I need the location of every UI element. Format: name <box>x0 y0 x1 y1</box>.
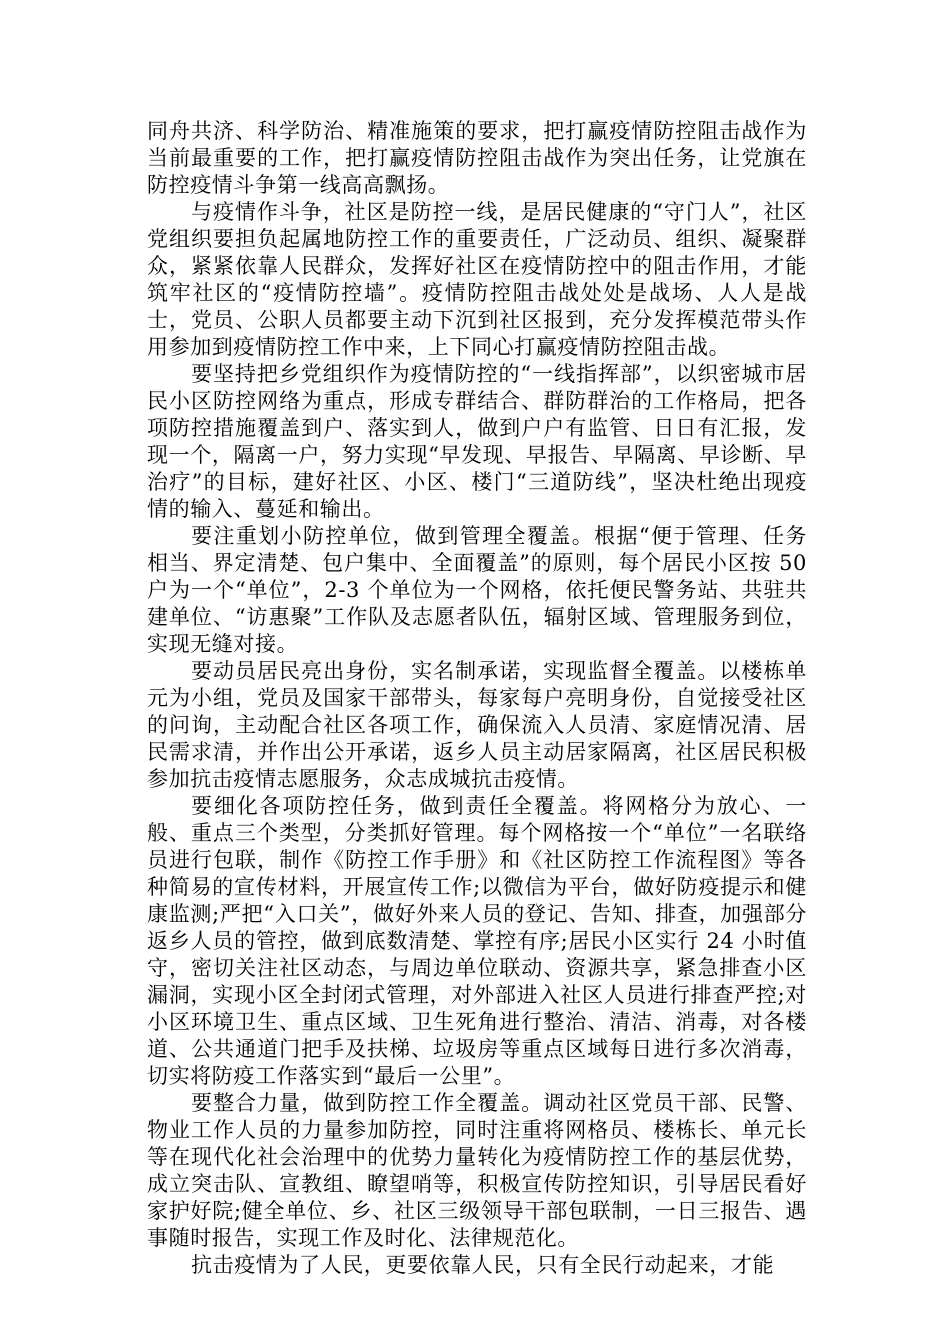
document-body <box>147 118 807 1279</box>
paragraph-responsibility-coverage: 要细化各项防控任务，做到责任全覆盖。将网格分为放心、一般、重点三个类型，分类抓好管理。每个网格按一个“单位”一名联络员进行包联，制作《防控工作手册》和《社区防控工作流程图》等各种简易的宣传材料，开展宣传工作;以微信为平台，做好防疫提示和健康监测;严把“入口关”，做好外来人员的登记、告知、排查，加强部分返乡人员的管控，做到底数清楚、掌控有序;居民小区实行 24 小时值守，密切关注社区动态，与周边单位联动、资源共享，紧急排查小区漏洞，实现小区全封闭式管理，对外部进入社区人员进行排查严控;对小区环境卫生、重点区域、卫生死角进行整治、清洁、消毒，对各楼道、公共通道门把手及扶梯、垃圾房等重点区域每日进行多次消毒，切实将防疫工作落实到“最后一公里”。 <box>147 794 807 1088</box>
paragraph-continuation: 同舟共济、科学防治、精准施策的要求，把打赢疫情防控阻击战作为当前最重要的工作，把打赢疫情防控阻击战作为突出任务，让党旗在防控疫情斗争第一线高高飘扬。 <box>147 119 807 197</box>
paragraph-rely-on-people: 抗击疫情为了人民，更要依靠人民，只有全民行动起来，才能 <box>191 1253 775 1277</box>
paragraph-supervision-coverage: 要动员居民亮出身份，实名制承诺，实现监督全覆盖。以楼栋单元为小组，党员及国家干部带头，每家每户亮明身份，自觉接受社区的问询，主动配合社区各项工作，确保流入人员清、家庭情况清、居民需求清，并作出公开承诺，返乡人员主动居家隔离，社区居民积极参加抗击疫情志愿服务，众志成城抗击疫情。 <box>147 659 807 791</box>
paragraph-integrate-forces: 要整合力量，做到防控工作全覆盖。调动社区党员干部、民警、物业工作人员的力量参加防控，同时注重将网格员、楼栋长、单元长等在现代化社会治理中的优势力量转化为疫情防控工作的基层优势，成立突击队、宣教组、瞭望哨等，积极宣传防控知识，引导居民看好家护好院;健全单位、乡、社区三级领导干部包联制，一日三报告、遇事随时报告，实现工作及时化、法律规范化。 <box>147 1091 807 1250</box>
paragraph-command-post: 要坚持把乡党组织作为疫情防控的“一线指挥部”，以织密城市居民小区防控网络为重点，形成专群结合、群防群治的工作格局，把各项防控措施覆盖到户、落实到人，做到户户有监管、日日有汇报，发现一个，隔离一户，努力实现“早发现、早报告、早隔离、早诊断、早治疗”的目标，建好社区、小区、楼门“三道防线”，坚决杜绝出现疫情的输入、蔓延和输出。 <box>147 362 807 521</box>
paragraph-community-frontline: 与疫情作斗争，社区是防控一线，是居民健康的“守门人”，社区党组织要担负起属地防控工作的重要责任，广泛动员、组织、凝聚群众，紧紧依靠人民群众，发挥好社区在疫情防控中的阻击作用，才能筑牢社区的“疫情防控墙”。疫情防控阻击战处处是战场、人人是战士，党员、公职人员都要主动下沉到社区报到，充分发挥模范带头作用参加到疫情防控工作中来，上下同心打赢疫情防控阻击战。 <box>147 200 807 359</box>
paragraph-management-coverage: 要注重划小防控单位，做到管理全覆盖。根据“便于管理、任务相当、界定清楚、包户集中、全面覆盖”的原则，每个居民小区按 50 户为一个“单位”，2-3 个单位为一个网格，依托便民警务站、共驻共建单位、“访惠聚”工作队及志愿者队伍，辐射区域、管理服务到位，实现无缝对接。 <box>147 524 807 656</box>
